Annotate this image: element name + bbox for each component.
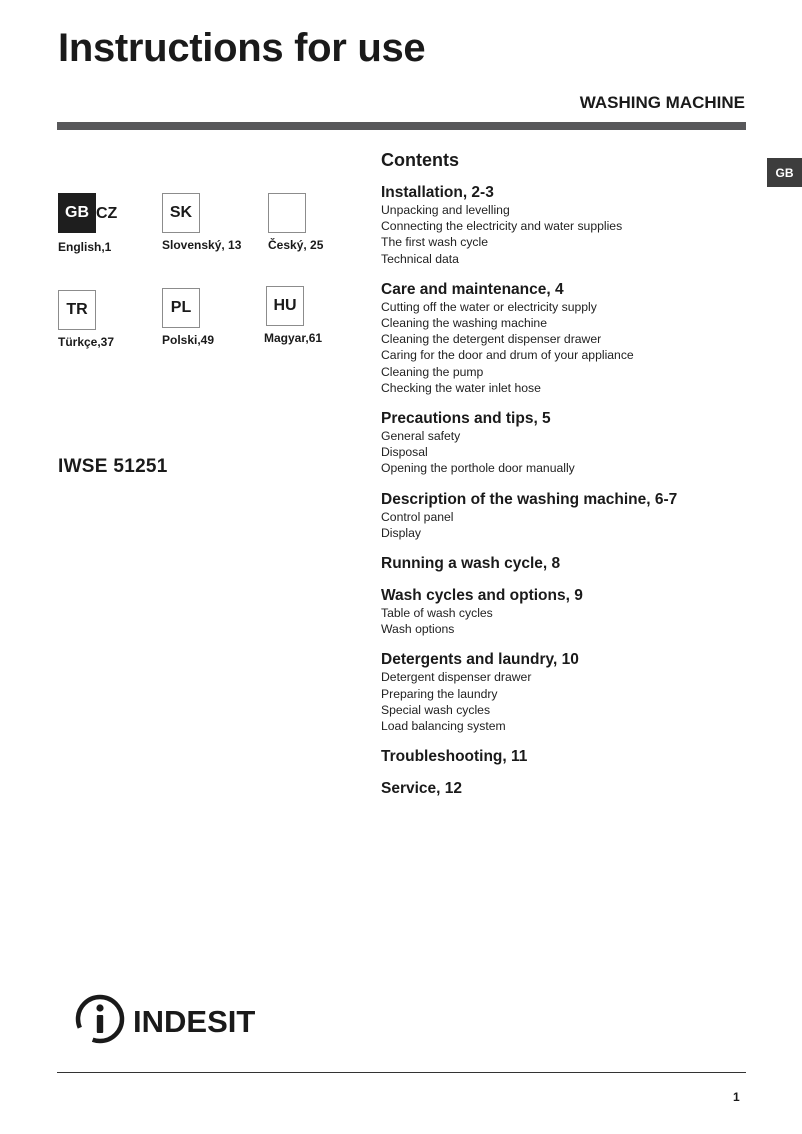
page-number: 1	[733, 1090, 740, 1104]
section-item[interactable]: Connecting the electricity and water supplies	[381, 219, 623, 234]
section-heading[interactable]: Detergents and laundry, 10	[381, 651, 579, 669]
indesit-logo	[75, 994, 275, 1044]
language-caption-slovak: Slovenský, 13	[162, 238, 242, 252]
contents-sections	[381, 184, 751, 798]
contents-section	[381, 281, 751, 396]
contents-title: Contents	[381, 150, 459, 170]
language-box-hu[interactable]: HU	[266, 286, 304, 326]
brand-name: INDESIT	[133, 1004, 256, 1039]
section-item[interactable]: Checking the water inlet hose	[381, 380, 541, 395]
contents-section	[381, 410, 751, 477]
section-heading[interactable]: Service, 12	[381, 780, 463, 798]
language-box-cz[interactable]	[268, 193, 306, 233]
section-item[interactable]: Opening the porthole door manually	[381, 461, 575, 476]
section-item[interactable]: Disposal	[381, 445, 428, 460]
language-box-sk[interactable]: SK	[162, 193, 200, 233]
section-item[interactable]: Load balancing system	[381, 719, 506, 734]
section-item[interactable]: The first wash cycle	[381, 235, 489, 250]
language-box-pl[interactable]: PL	[162, 288, 200, 328]
header-rule	[57, 122, 746, 130]
section-item[interactable]: General safety	[381, 429, 461, 444]
contents-section	[381, 780, 751, 798]
section-item[interactable]: Special wash cycles	[381, 702, 491, 717]
section-item[interactable]: Display	[381, 525, 421, 540]
section-item[interactable]: Cleaning the washing machine	[381, 316, 547, 331]
contents-section	[381, 651, 751, 734]
contents-section	[381, 184, 751, 267]
section-item[interactable]: Table of wash cycles	[381, 606, 493, 621]
section-item[interactable]: Unpacking and levelling	[381, 203, 510, 217]
section-item[interactable]: Cleaning the pump	[381, 364, 484, 379]
model-number: IWSE 51251	[58, 456, 168, 477]
section-heading[interactable]: Wash cycles and options, 9	[381, 587, 583, 605]
table-of-contents	[381, 150, 751, 812]
contents-section	[381, 748, 751, 766]
section-item[interactable]: Preparing the laundry	[381, 686, 498, 701]
language-caption-polish: Polski,49	[162, 333, 215, 347]
section-item[interactable]: Cutting off the water or electricity supply	[381, 299, 597, 314]
section-heading[interactable]: Description of the washing machine, 6-7	[381, 490, 678, 508]
language-caption-czech: Český, 25	[268, 238, 324, 252]
footer-rule	[57, 1072, 746, 1073]
section-item[interactable]: Cleaning the detergent dispenser drawer	[381, 332, 602, 347]
section-heading[interactable]: Troubleshooting, 11	[381, 748, 528, 766]
document-title: Instructions for use	[58, 26, 426, 70]
contents-section	[381, 491, 751, 541]
language-code-cz: CZ	[96, 205, 118, 222]
contents-section	[381, 555, 751, 573]
language-box-gb[interactable]: GB	[58, 193, 96, 233]
contents-section	[381, 587, 751, 637]
section-heading[interactable]: Installation, 2-3	[381, 184, 494, 201]
language-caption-hungarian: Magyar,61	[264, 331, 323, 345]
product-type: WASHING MACHINE	[579, 93, 745, 112]
section-item[interactable]: Caring for the door and drum of your appliance	[381, 348, 634, 363]
section-item[interactable]: Detergent dispenser drawer	[381, 670, 532, 685]
section-heading[interactable]: Running a wash cycle, 8	[381, 555, 561, 573]
language-caption-english: English,1	[58, 240, 112, 254]
section-item[interactable]: Control panel	[381, 509, 454, 524]
section-heading[interactable]: Precautions and tips, 5	[381, 410, 551, 428]
section-item[interactable]: Wash options	[381, 622, 455, 637]
section-item[interactable]: Technical data	[381, 251, 459, 266]
language-tab: GB	[767, 158, 802, 187]
language-caption-turkish: Türkçe,37	[58, 335, 115, 349]
language-box-tr[interactable]: TR	[58, 290, 96, 330]
section-heading[interactable]: Care and maintenance, 4	[381, 280, 564, 298]
